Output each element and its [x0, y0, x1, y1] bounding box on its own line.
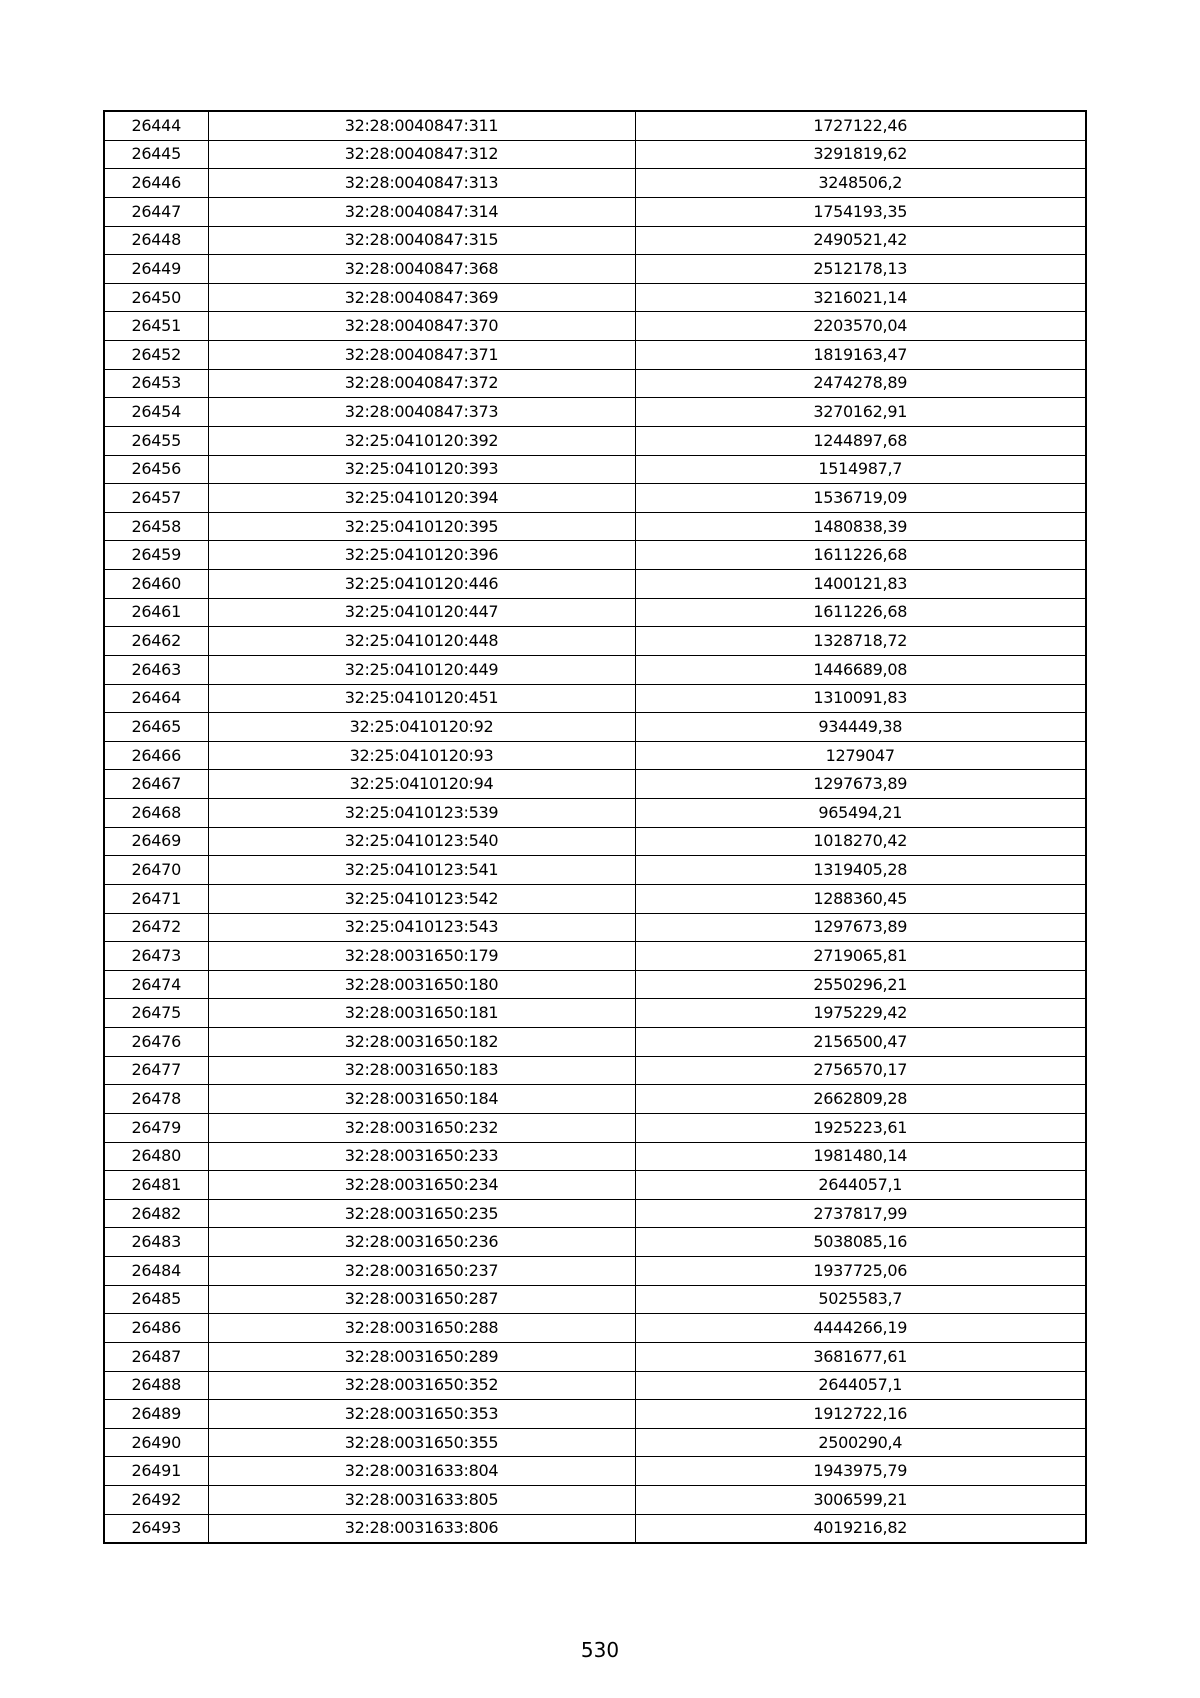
- cadastral-number-cell: 32:25:0410120:93: [208, 741, 635, 770]
- cadastral-number-cell: 32:25:0410120:446: [208, 570, 635, 599]
- cadastral-value-cell: 2156500,47: [635, 1028, 1086, 1057]
- cadastral-number-cell: 32:25:0410123:541: [208, 856, 635, 885]
- cadastral-value-cell: 1975229,42: [635, 999, 1086, 1028]
- cadastral-value-cell: 1754193,35: [635, 197, 1086, 226]
- cadastral-value-cell: 3216021,14: [635, 283, 1086, 312]
- cadastral-number-cell: 32:25:0410120:392: [208, 426, 635, 455]
- row-number-cell: 26459: [104, 541, 208, 570]
- row-number-cell: 26464: [104, 684, 208, 713]
- table-row: [104, 1028, 1086, 1057]
- table-row: [104, 111, 1086, 140]
- cadastral-number-cell: 32:28:0031633:804: [208, 1457, 635, 1486]
- row-number-cell: 26462: [104, 627, 208, 656]
- row-number-cell: 26465: [104, 713, 208, 742]
- cadastral-number-cell: 32:25:0410120:448: [208, 627, 635, 656]
- table-row: [104, 398, 1086, 427]
- page-number: 530: [580, 1638, 620, 1662]
- table-row: [104, 1371, 1086, 1400]
- row-number-cell: 26463: [104, 655, 208, 684]
- cadastral-number-cell: 32:25:0410120:393: [208, 455, 635, 484]
- cadastral-value-cell: 1981480,14: [635, 1142, 1086, 1171]
- cadastral-number-cell: 32:28:0031650:353: [208, 1400, 635, 1429]
- row-number-cell: 26467: [104, 770, 208, 799]
- cadastral-number-cell: 32:28:0040847:368: [208, 255, 635, 284]
- table-row: [104, 1228, 1086, 1257]
- table-row: [104, 541, 1086, 570]
- table-row: [104, 913, 1086, 942]
- cadastral-number-cell: 32:28:0040847:315: [208, 226, 635, 255]
- row-number-cell: 26444: [104, 111, 208, 140]
- row-number-cell: 26490: [104, 1428, 208, 1457]
- table-row: [104, 741, 1086, 770]
- cadastral-number-cell: 32:28:0031650:233: [208, 1142, 635, 1171]
- table-row: [104, 426, 1086, 455]
- table-row: [104, 255, 1086, 284]
- table-row: [104, 713, 1086, 742]
- table-row: [104, 1056, 1086, 1085]
- row-number-cell: 26487: [104, 1342, 208, 1371]
- row-number-cell: 26454: [104, 398, 208, 427]
- cadastral-value-cell: 5025583,7: [635, 1285, 1086, 1314]
- cadastral-value-cell: 2644057,1: [635, 1171, 1086, 1200]
- cadastral-value-cell: 2756570,17: [635, 1056, 1086, 1085]
- cadastral-number-cell: 32:28:0031650:184: [208, 1085, 635, 1114]
- table-row: [104, 942, 1086, 971]
- cadastral-value-cell: 1611226,68: [635, 541, 1086, 570]
- cadastral-value-cell: 2490521,42: [635, 226, 1086, 255]
- cadastral-number-cell: 32:25:0410120:395: [208, 512, 635, 541]
- cadastral-number-cell: 32:25:0410120:396: [208, 541, 635, 570]
- table-row: [104, 970, 1086, 999]
- cadastral-value-cell: 1310091,83: [635, 684, 1086, 713]
- cadastral-value-cell: 1937725,06: [635, 1257, 1086, 1286]
- cadastral-number-cell: 32:28:0031650:235: [208, 1199, 635, 1228]
- cadastral-number-cell: 32:28:0031650:183: [208, 1056, 635, 1085]
- table-row: [104, 999, 1086, 1028]
- row-number-cell: 26447: [104, 197, 208, 226]
- row-number-cell: 26488: [104, 1371, 208, 1400]
- cadastral-value-cell: 2662809,28: [635, 1085, 1086, 1114]
- cadastral-number-cell: 32:28:0031650:287: [208, 1285, 635, 1314]
- row-number-cell: 26476: [104, 1028, 208, 1057]
- cadastral-value-cell: 1943975,79: [635, 1457, 1086, 1486]
- cadastral-value-cell: 934449,38: [635, 713, 1086, 742]
- table-row: [104, 856, 1086, 885]
- cadastral-number-cell: 32:28:0040847:373: [208, 398, 635, 427]
- row-number-cell: 26457: [104, 484, 208, 513]
- cadastral-value-cell: 1536719,09: [635, 484, 1086, 513]
- cadastral-number-cell: 32:25:0410120:394: [208, 484, 635, 513]
- row-number-cell: 26455: [104, 426, 208, 455]
- cadastral-number-cell: 32:25:0410123:542: [208, 884, 635, 913]
- cadastral-value-cell: 2550296,21: [635, 970, 1086, 999]
- row-number-cell: 26482: [104, 1199, 208, 1228]
- cadastral-value-cell: 1611226,68: [635, 598, 1086, 627]
- table-row: [104, 1285, 1086, 1314]
- cadastral-number-cell: 32:28:0031650:237: [208, 1257, 635, 1286]
- cadastral-value-cell: 1018270,42: [635, 827, 1086, 856]
- row-number-cell: 26472: [104, 913, 208, 942]
- cadastral-value-cell: 1819163,47: [635, 341, 1086, 370]
- table-row: [104, 1514, 1086, 1543]
- cadastral-value-cell: 1319405,28: [635, 856, 1086, 885]
- row-number-cell: 26456: [104, 455, 208, 484]
- row-number-cell: 26489: [104, 1400, 208, 1429]
- cadastral-number-cell: 32:28:0040847:370: [208, 312, 635, 341]
- table-row: [104, 655, 1086, 684]
- table-row: [104, 484, 1086, 513]
- cadastral-value-cell: 3270162,91: [635, 398, 1086, 427]
- cadastral-number-cell: 32:28:0031650:352: [208, 1371, 635, 1400]
- table-row: [104, 1085, 1086, 1114]
- cadastral-value-cell: 2500290,4: [635, 1428, 1086, 1457]
- cadastral-value-cell: 1328718,72: [635, 627, 1086, 656]
- table-row: [104, 197, 1086, 226]
- row-number-cell: 26466: [104, 741, 208, 770]
- cadastral-value-cell: 1297673,89: [635, 913, 1086, 942]
- table-row: [104, 1199, 1086, 1228]
- cadastral-number-cell: 32:28:0031650:182: [208, 1028, 635, 1057]
- table-row: [104, 1428, 1086, 1457]
- row-number-cell: 26481: [104, 1171, 208, 1200]
- table-row: [104, 312, 1086, 341]
- row-number-cell: 26448: [104, 226, 208, 255]
- row-number-cell: 26452: [104, 341, 208, 370]
- table-row: [104, 1257, 1086, 1286]
- row-number-cell: 26474: [104, 970, 208, 999]
- table-row: [104, 827, 1086, 856]
- cadastral-value-cell: 4019216,82: [635, 1514, 1086, 1543]
- table-row: [104, 1142, 1086, 1171]
- cadastral-number-cell: 32:28:0031650:289: [208, 1342, 635, 1371]
- cadastral-value-cell: 1480838,39: [635, 512, 1086, 541]
- cadastral-value-cell: 1279047: [635, 741, 1086, 770]
- cadastral-value-cell: 3006599,21: [635, 1486, 1086, 1515]
- row-number-cell: 26484: [104, 1257, 208, 1286]
- table-body: [104, 111, 1086, 1543]
- row-number-cell: 26451: [104, 312, 208, 341]
- cadastral-value-cell: 2512178,13: [635, 255, 1086, 284]
- row-number-cell: 26449: [104, 255, 208, 284]
- cadastral-number-cell: 32:28:0040847:312: [208, 140, 635, 169]
- cadastral-value-cell: 1514987,7: [635, 455, 1086, 484]
- cadastral-value-cell: 3248506,2: [635, 169, 1086, 198]
- cadastral-value-table: [103, 110, 1087, 1544]
- table-row: [104, 341, 1086, 370]
- cadastral-number-cell: 32:28:0031650:179: [208, 942, 635, 971]
- cadastral-number-cell: 32:28:0031650:232: [208, 1113, 635, 1142]
- row-number-cell: 26492: [104, 1486, 208, 1515]
- row-number-cell: 26469: [104, 827, 208, 856]
- cadastral-number-cell: 32:28:0040847:372: [208, 369, 635, 398]
- row-number-cell: 26483: [104, 1228, 208, 1257]
- table-row: [104, 1314, 1086, 1343]
- row-number-cell: 26477: [104, 1056, 208, 1085]
- cadastral-value-cell: 1912722,16: [635, 1400, 1086, 1429]
- table-row: [104, 627, 1086, 656]
- cadastral-value-cell: 2203570,04: [635, 312, 1086, 341]
- cadastral-value-cell: 2719065,81: [635, 942, 1086, 971]
- row-number-cell: 26475: [104, 999, 208, 1028]
- cadastral-number-cell: 32:28:0031633:806: [208, 1514, 635, 1543]
- row-number-cell: 26485: [104, 1285, 208, 1314]
- cadastral-number-cell: 32:28:0040847:369: [208, 283, 635, 312]
- cadastral-value-cell: 1727122,46: [635, 111, 1086, 140]
- cadastral-value-cell: 965494,21: [635, 799, 1086, 828]
- cadastral-value-cell: 3291819,62: [635, 140, 1086, 169]
- cadastral-value-cell: 2474278,89: [635, 369, 1086, 398]
- row-number-cell: 26480: [104, 1142, 208, 1171]
- table-row: [104, 1171, 1086, 1200]
- row-number-cell: 26446: [104, 169, 208, 198]
- cadastral-value-cell: 2644057,1: [635, 1371, 1086, 1400]
- row-number-cell: 26453: [104, 369, 208, 398]
- row-number-cell: 26458: [104, 512, 208, 541]
- table-row: [104, 1342, 1086, 1371]
- table-row: [104, 884, 1086, 913]
- row-number-cell: 26445: [104, 140, 208, 169]
- cadastral-value-cell: 2737817,99: [635, 1199, 1086, 1228]
- table-row: [104, 1400, 1086, 1429]
- cadastral-value-cell: 4444266,19: [635, 1314, 1086, 1343]
- cadastral-number-cell: 32:28:0031633:805: [208, 1486, 635, 1515]
- cadastral-value-cell: 1244897,68: [635, 426, 1086, 455]
- row-number-cell: 26478: [104, 1085, 208, 1114]
- row-number-cell: 26479: [104, 1113, 208, 1142]
- cadastral-number-cell: 32:25:0410120:449: [208, 655, 635, 684]
- cadastral-number-cell: 32:25:0410123:543: [208, 913, 635, 942]
- table-row: [104, 770, 1086, 799]
- table-row: [104, 283, 1086, 312]
- row-number-cell: 26461: [104, 598, 208, 627]
- cadastral-value-cell: 1446689,08: [635, 655, 1086, 684]
- cadastral-value-cell: 1288360,45: [635, 884, 1086, 913]
- cadastral-number-cell: 32:25:0410120:92: [208, 713, 635, 742]
- cadastral-number-cell: 32:25:0410123:540: [208, 827, 635, 856]
- cadastral-number-cell: 32:25:0410120:447: [208, 598, 635, 627]
- table-row: [104, 226, 1086, 255]
- cadastral-value-cell: 1925223,61: [635, 1113, 1086, 1142]
- row-number-cell: 26450: [104, 283, 208, 312]
- cadastral-number-cell: 32:25:0410120:451: [208, 684, 635, 713]
- cadastral-number-cell: 32:28:0031650:234: [208, 1171, 635, 1200]
- table-row: [104, 140, 1086, 169]
- cadastral-number-cell: 32:28:0040847:314: [208, 197, 635, 226]
- row-number-cell: 26486: [104, 1314, 208, 1343]
- cadastral-number-cell: 32:25:0410120:94: [208, 770, 635, 799]
- cadastral-value-cell: 1297673,89: [635, 770, 1086, 799]
- cadastral-number-cell: 32:28:0031650:181: [208, 999, 635, 1028]
- row-number-cell: 26470: [104, 856, 208, 885]
- row-number-cell: 26473: [104, 942, 208, 971]
- cadastral-number-cell: 32:28:0040847:313: [208, 169, 635, 198]
- row-number-cell: 26468: [104, 799, 208, 828]
- table-row: [104, 512, 1086, 541]
- cadastral-number-cell: 32:25:0410123:539: [208, 799, 635, 828]
- table-row: [104, 169, 1086, 198]
- table-row: [104, 799, 1086, 828]
- table-row: [104, 684, 1086, 713]
- cadastral-number-cell: 32:28:0031650:288: [208, 1314, 635, 1343]
- table-row: [104, 455, 1086, 484]
- cadastral-value-cell: 5038085,16: [635, 1228, 1086, 1257]
- row-number-cell: 26471: [104, 884, 208, 913]
- table-row: [104, 1457, 1086, 1486]
- row-number-cell: 26493: [104, 1514, 208, 1543]
- table-row: [104, 369, 1086, 398]
- cadastral-number-cell: 32:28:0040847:311: [208, 111, 635, 140]
- row-number-cell: 26460: [104, 570, 208, 599]
- table-row: [104, 598, 1086, 627]
- table-row: [104, 570, 1086, 599]
- cadastral-number-cell: 32:28:0031650:236: [208, 1228, 635, 1257]
- cadastral-value-cell: 3681677,61: [635, 1342, 1086, 1371]
- cadastral-number-cell: 32:28:0031650:355: [208, 1428, 635, 1457]
- row-number-cell: 26491: [104, 1457, 208, 1486]
- cadastral-number-cell: 32:28:0040847:371: [208, 341, 635, 370]
- cadastral-number-cell: 32:28:0031650:180: [208, 970, 635, 999]
- table-row: [104, 1113, 1086, 1142]
- cadastral-value-cell: 1400121,83: [635, 570, 1086, 599]
- table-row: [104, 1486, 1086, 1515]
